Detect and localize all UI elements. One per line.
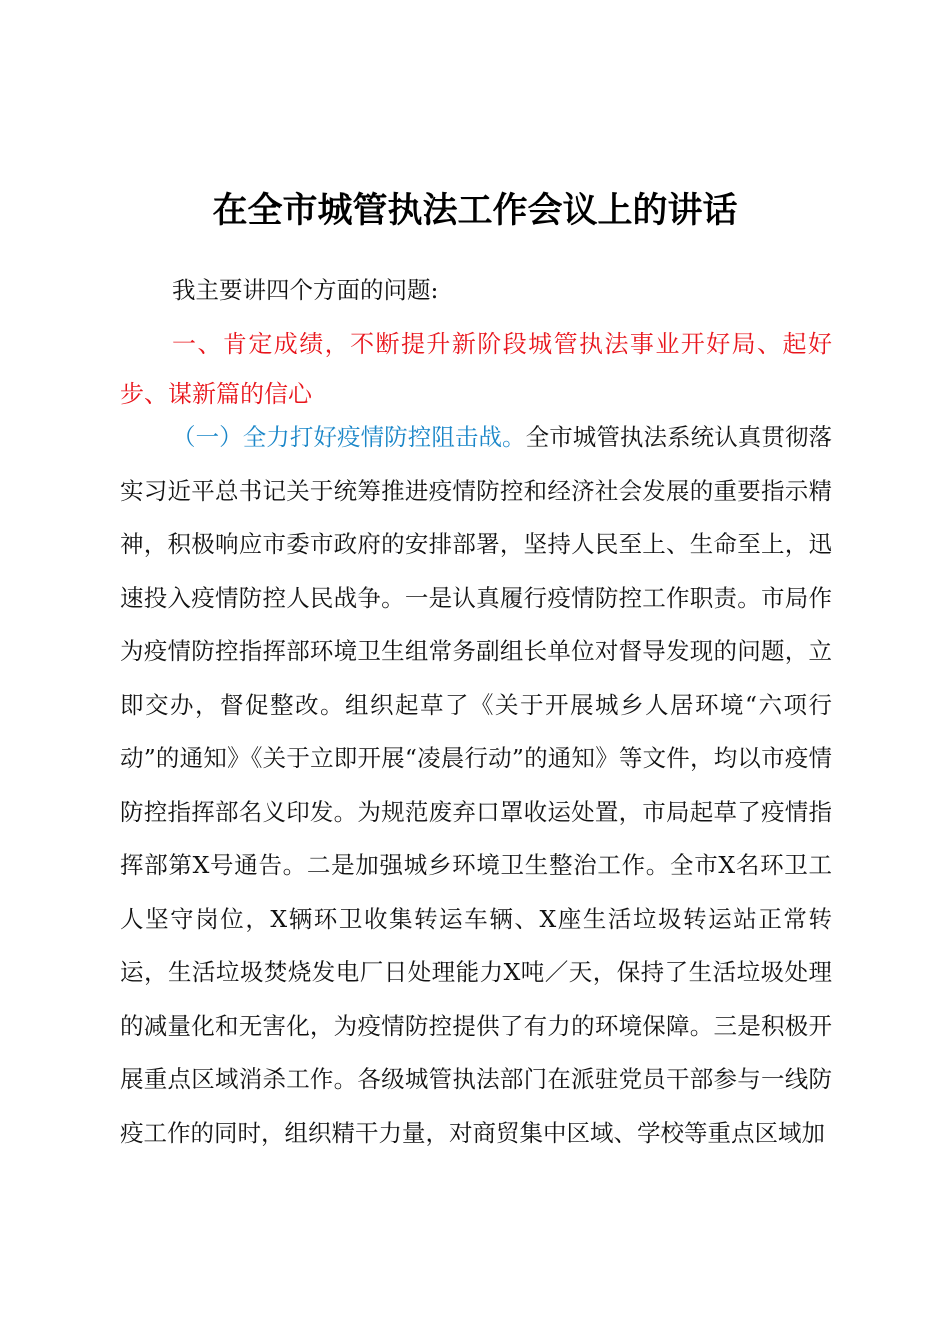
section-heading-1: 一、肯定成绩，不断提升新阶段城管执法事业开好局、起好步、谋新篇的信心 [120, 330, 832, 408]
page-title: 在全市城管执法工作会议上的讲话 [212, 190, 738, 231]
subsection-heading-1: （一）全力打好疫情防控阻击战。 [172, 423, 526, 451]
body-paragraph-1 [120, 411, 832, 1160]
intro-paragraph: 我主要讲四个方面的问题: [172, 276, 439, 304]
subsection-body-1: 全市城管执法系统认真贯彻落实习近平总书记关于统筹推进疫情防控和经济社会发展的重要指示精神，积极响应市委市政府的安排部署，坚持人民至上、生命至上，迅速投入疫情防控人民战争。一是认真履行疫情防控工作职责。市局作为疫情防控指挥部环境卫生组常务副组长单位对督导发现的问题，立即交办，督促整改。组织起草了《关于开展城乡人居环境“六项行动”的通知》《关于立即开展“凌晨行动”的通知》等文件，均以市疫情防控指挥部名义印发。为规范废弃口罩收运处置，市局起草了疫情指挥部第X号通告。二是加强城乡环境卫生整治工作。全市X名环卫工人坚守岗位，X辆环卫收集转运车辆、X座生活垃圾转运站正常转运，生活垃圾焚烧发电厂日处理能力X吨／天，保持了生活垃圾处理的减量化和无害化，为疫情防控提供了有力的环境保障。三是积极开展重点区域消杀工作。各级城管执法部门在派驻党员干部参与一线防疫工作的同时，组织精干力量，对商贸集中区域、学校等重点区域加 [120, 423, 833, 1147]
